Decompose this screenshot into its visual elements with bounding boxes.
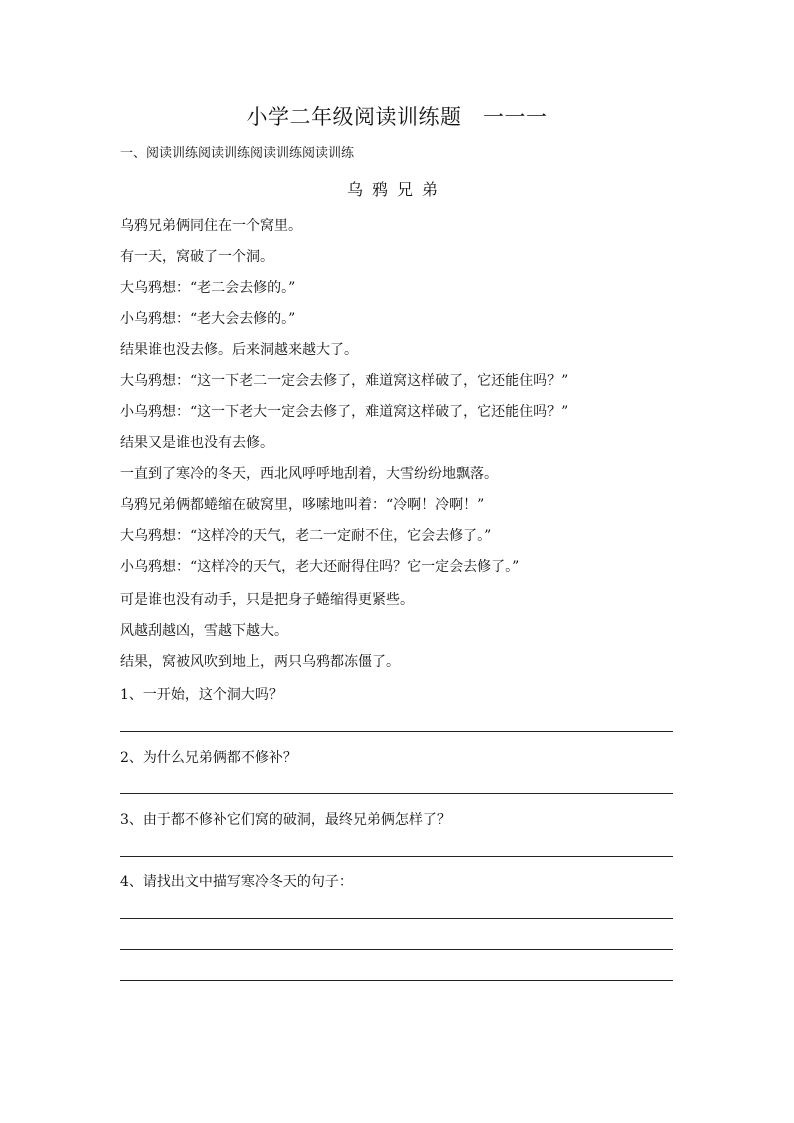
story-paragraph: 一直到了寒冷的冬天，西北风呼呼地刮着，大雪纷纷地飘落。 bbox=[120, 466, 498, 482]
story-paragraph: 小乌鸦想：“这一下老大一定会去修了，难道窝这样破了，它还能住吗？” bbox=[120, 404, 569, 420]
story-paragraph: 结果又是谁也没有去修。 bbox=[120, 435, 274, 451]
section-heading: 一、阅读训练阅读训练阅读训练阅读训练 bbox=[120, 146, 355, 161]
answer-line[interactable] bbox=[120, 856, 673, 857]
answer-line[interactable] bbox=[120, 949, 673, 950]
answer-line[interactable] bbox=[120, 980, 673, 981]
question-3: 3、由于都不修补它们窝的破洞，最终兄弟俩怎样了？ bbox=[120, 812, 451, 828]
answer-line[interactable] bbox=[120, 793, 673, 794]
story-title: 乌鸦兄弟 bbox=[346, 180, 447, 199]
question-4: 4、请找出文中描写寒冷冬天的句子： bbox=[120, 874, 353, 890]
story-paragraph: 小乌鸦想：“老大会去修的。” bbox=[120, 311, 296, 327]
question-2: 2、为什么兄弟俩都不修补？ bbox=[120, 750, 297, 766]
story-paragraph: 大乌鸦想：“这一下老二一定会去修了，难道窝这样破了，它还能住吗？” bbox=[120, 373, 569, 389]
story-paragraph: 结果谁也没去修。后来洞越来越大了。 bbox=[120, 342, 358, 358]
story-paragraph: 大乌鸦想：“这样冷的天气，老二一定耐不住，它会去修了。” bbox=[120, 528, 492, 544]
story-paragraph: 有一天，窝破了一个洞。 bbox=[120, 249, 274, 265]
answer-line[interactable] bbox=[120, 918, 673, 919]
story-paragraph: 小乌鸦想：“这样冷的天气，老大还耐得住吗？它一定会去修了。” bbox=[120, 559, 520, 575]
story-paragraph: 乌鸦兄弟俩都蜷缩在破窝里，哆嗦地叫着：“冷啊！冷啊！” bbox=[120, 497, 485, 513]
story-paragraph: 结果，窝被风吹到地上，两只乌鸦都冻僵了。 bbox=[120, 654, 400, 670]
story-paragraph: 乌鸦兄弟俩同住在一个窝里。 bbox=[120, 218, 302, 234]
story-paragraph: 风越刮越凶，雪越下越大。 bbox=[120, 623, 288, 639]
page-title: 小学二年级阅读训练题 一一一 bbox=[246, 105, 548, 129]
question-1: 1、一开始，这个洞大吗？ bbox=[120, 687, 283, 703]
story-paragraph: 可是谁也没有动手，只是把身子蜷缩得更紧些。 bbox=[120, 592, 414, 608]
answer-line[interactable] bbox=[120, 731, 673, 732]
story-paragraph: 大乌鸦想：“老二会去修的。” bbox=[120, 280, 296, 296]
